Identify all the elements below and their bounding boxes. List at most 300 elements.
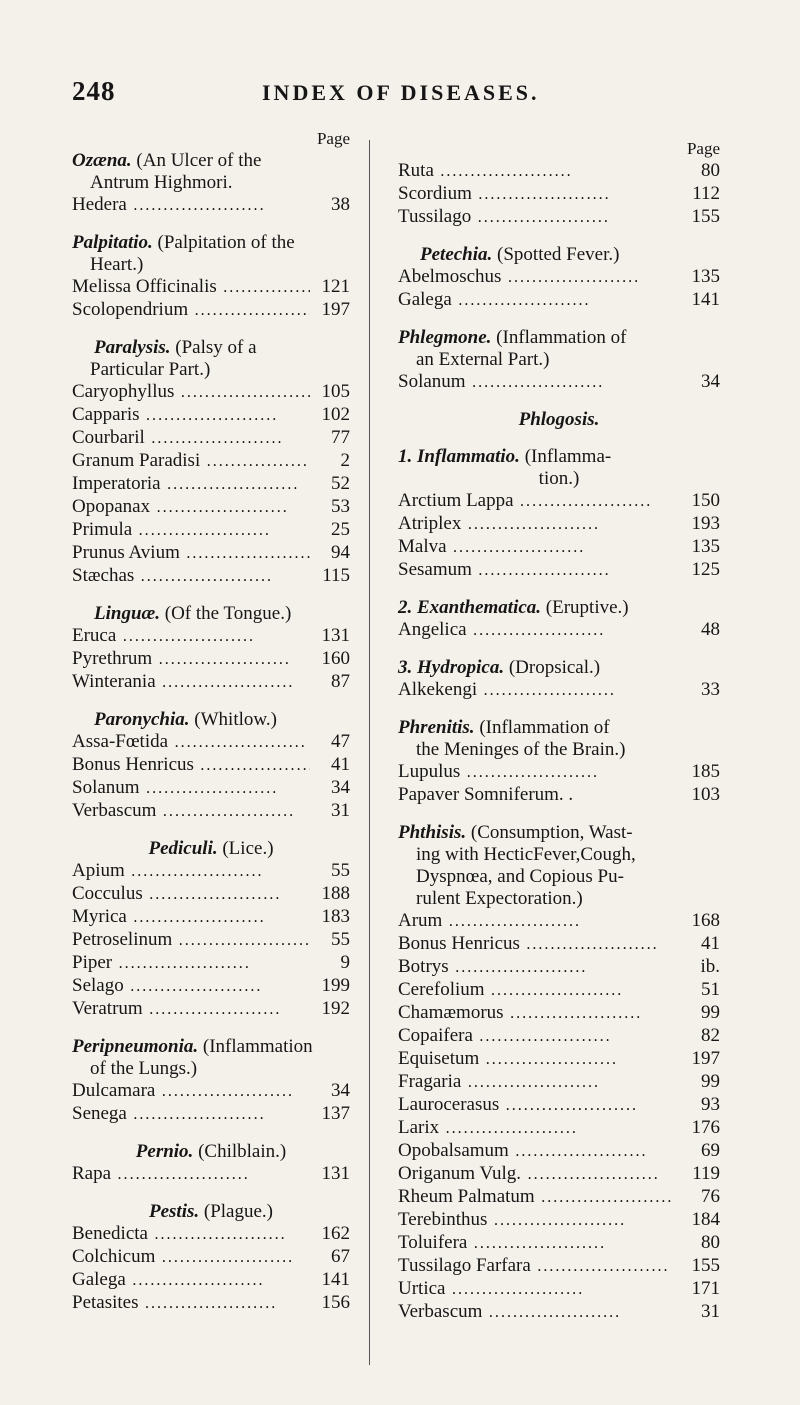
remedy-name: Toluifera — [398, 1232, 468, 1253]
remedy-name: Opobalsamum — [398, 1140, 509, 1161]
page-reference: 156 — [321, 1292, 350, 1313]
remedy-name: Fragaria — [398, 1071, 462, 1092]
disease-heading — [398, 409, 720, 431]
index-entry — [72, 1292, 350, 1315]
leader-dots — [145, 1293, 311, 1315]
disease-description: (Inflamma- — [524, 446, 612, 467]
disease-section — [72, 232, 350, 322]
disease-description: (Whitlow.) — [194, 709, 277, 730]
disease-description: (Palsy of a — [175, 337, 257, 358]
index-entry — [398, 1117, 720, 1140]
page-reference: 33 — [701, 679, 720, 700]
disease-name: 3. Hydropica. — [398, 657, 505, 678]
leader-dots — [161, 1247, 310, 1269]
disease-name: Phlogosis. — [518, 409, 600, 430]
remedy-name: Botrys — [398, 956, 449, 977]
disease-section — [72, 1141, 350, 1186]
disease-section — [398, 327, 720, 394]
column-divider — [369, 140, 370, 1365]
index-entry — [72, 883, 350, 906]
remedy-name: Copaifera — [398, 1025, 473, 1046]
page-reference: 121 — [321, 276, 350, 297]
index-entry — [398, 289, 720, 312]
leader-dots — [146, 778, 310, 800]
page-reference: 2 — [340, 450, 350, 471]
index-entry — [72, 860, 350, 883]
disease-name: Palpitatio. — [72, 232, 153, 253]
disease-description: (Plague.) — [203, 1201, 273, 1222]
page-reference: 162 — [321, 1223, 350, 1244]
index-entry — [72, 299, 350, 322]
index-entry — [72, 754, 350, 777]
leader-dots — [118, 953, 310, 975]
index-entry — [72, 998, 350, 1021]
remedy-name: Verbascum — [398, 1301, 483, 1322]
index-entry — [72, 1080, 350, 1103]
index-entry — [398, 1140, 720, 1163]
disease-description-continued: tion.) — [538, 468, 580, 489]
page-reference: 137 — [321, 1103, 350, 1124]
disease-description: (Inflammation — [202, 1036, 313, 1057]
remedy-name: Petroselinum — [72, 929, 173, 950]
disease-heading — [398, 657, 720, 679]
index-entry — [398, 1094, 720, 1117]
disease-heading — [398, 327, 720, 349]
index-entry — [398, 679, 720, 702]
remedy-name: Veratrum — [72, 998, 143, 1019]
leader-dots — [458, 290, 680, 312]
remedy-name: Selago — [72, 975, 124, 996]
page-reference: 141 — [691, 289, 720, 310]
disease-section — [398, 244, 720, 312]
index-entry — [72, 906, 350, 929]
leader-dots — [149, 999, 310, 1021]
leader-dots — [223, 277, 310, 299]
page-reference: 112 — [692, 183, 720, 204]
remedy-name: Verbascum — [72, 800, 157, 821]
remedy-name: Abelmoschus — [398, 266, 502, 287]
remedy-name: Dulcamara — [72, 1080, 156, 1101]
remedy-name: Laurocerasus — [398, 1094, 500, 1115]
index-entry — [398, 979, 720, 1002]
leader-dots — [541, 1187, 680, 1209]
remedy-name: Rapa — [72, 1163, 112, 1184]
page-reference: 125 — [691, 559, 720, 580]
remedy-name: Courbaril — [72, 427, 145, 448]
disease-section — [72, 1201, 350, 1315]
leader-dots — [138, 520, 310, 542]
remedy-name: Rheum Palmatum — [398, 1186, 535, 1207]
remedy-name: Cerefolium — [398, 979, 485, 1000]
leader-dots — [167, 474, 310, 496]
leader-dots — [154, 1224, 310, 1246]
page-reference: 67 — [331, 1246, 350, 1267]
remedy-name: Senega — [72, 1103, 127, 1124]
remedy-name: Apium — [72, 860, 125, 881]
disease-description-continued: Heart.) — [90, 254, 144, 275]
disease-heading — [72, 1036, 350, 1058]
page-reference: 31 — [701, 1301, 720, 1322]
index-entry — [72, 1246, 350, 1269]
leader-dots — [473, 1233, 680, 1255]
disease-heading — [398, 597, 720, 619]
remedy-name: Malva — [398, 536, 447, 557]
page-reference: 141 — [321, 1269, 350, 1290]
remedy-name: Papaver Somniferum. . — [398, 784, 574, 805]
page-reference: 135 — [691, 536, 720, 557]
page-reference: 38 — [331, 194, 350, 215]
disease-description: (Eruptive.) — [545, 597, 629, 618]
index-entry — [398, 761, 720, 784]
index-entry — [398, 266, 720, 289]
page-reference: 160 — [321, 648, 350, 669]
page-reference: 25 — [331, 519, 350, 540]
leader-dots — [520, 491, 680, 513]
page-reference: 188 — [321, 883, 350, 904]
index-entry — [398, 183, 720, 206]
leader-dots — [485, 1049, 680, 1071]
disease-heading — [72, 709, 350, 731]
disease-description-continued: Particular Part.) — [90, 359, 211, 380]
page-reference: 51 — [701, 979, 720, 1000]
leader-dots — [206, 451, 310, 473]
leader-dots — [180, 382, 310, 404]
index-entry — [398, 160, 720, 183]
leader-dots — [133, 907, 310, 929]
index-entry — [398, 1002, 720, 1025]
remedy-name: Piper — [72, 952, 113, 973]
page-reference: 168 — [691, 910, 720, 931]
disease-description: (Palpitation of the — [157, 232, 295, 253]
leader-dots — [448, 911, 680, 933]
disease-section — [398, 597, 720, 642]
remedy-name: Benedicta — [72, 1223, 148, 1244]
leader-dots — [440, 161, 680, 183]
remedy-name: Pyrethrum — [72, 648, 153, 669]
index-entry — [398, 619, 720, 642]
disease-description: (Lice.) — [222, 838, 274, 859]
disease-description-continued: rulent Expectoration.) — [416, 888, 583, 909]
index-entry — [72, 427, 350, 450]
disease-heading — [72, 1201, 350, 1223]
index-entry — [398, 490, 720, 513]
page-reference: 103 — [691, 784, 720, 805]
leader-dots — [133, 195, 310, 217]
index-entry — [398, 1025, 720, 1048]
index-entry — [398, 910, 720, 933]
index-entry — [72, 542, 350, 565]
remedy-name: Imperatoria — [72, 473, 161, 494]
leader-dots — [488, 1302, 680, 1324]
page-reference: 55 — [331, 929, 350, 950]
disease-description-continued: the Meninges of the Brain.) — [416, 739, 626, 760]
index-entry — [72, 276, 350, 299]
index-entry — [72, 929, 350, 952]
remedy-name: Arum — [398, 910, 443, 931]
leader-dots — [537, 1256, 680, 1278]
leader-dots — [161, 1081, 310, 1103]
page-reference: 55 — [331, 860, 350, 881]
leader-dots — [478, 560, 680, 582]
continued-entries — [398, 160, 720, 229]
index-entry — [398, 1301, 720, 1324]
index-entry — [398, 1209, 720, 1232]
disease-name: Petechia. — [420, 244, 493, 265]
leader-dots — [505, 1095, 680, 1117]
index-entry — [398, 1071, 720, 1094]
leader-dots — [455, 957, 680, 979]
page-reference: 131 — [321, 625, 350, 646]
index-entry — [398, 371, 720, 394]
leader-dots — [194, 300, 310, 322]
remedy-name: Chamæmorus — [398, 1002, 504, 1023]
remedy-name: Bonus Henricus — [398, 933, 520, 954]
index-entry — [398, 933, 720, 956]
index-entry — [398, 559, 720, 582]
remedy-name: Bonus Henricus — [72, 754, 194, 775]
leader-dots — [467, 514, 680, 536]
page-reference: 41 — [701, 933, 720, 954]
leader-dots — [479, 1026, 680, 1048]
page-reference: 53 — [331, 496, 350, 517]
disease-heading — [72, 232, 350, 254]
remedy-name: Prunus Avium — [72, 542, 180, 563]
disease-heading — [72, 337, 350, 359]
index-entry — [72, 975, 350, 998]
page-reference: 47 — [331, 731, 350, 752]
index-entry — [72, 1223, 350, 1246]
index-entry — [72, 404, 350, 427]
disease-name: Paralysis. — [94, 337, 171, 358]
disease-heading — [398, 822, 720, 844]
page-reference: ib. — [700, 956, 720, 977]
remedy-name: Terebinthus — [398, 1209, 488, 1230]
disease-section — [72, 150, 350, 217]
remedy-name: Tussilago — [398, 206, 472, 227]
page-reference: 99 — [701, 1002, 720, 1023]
remedy-name: Lupulus — [398, 761, 461, 782]
remedy-name: Alkekengi — [398, 679, 478, 700]
disease-name: 2. Exanthematica. — [398, 597, 542, 618]
remedy-name: Angelica — [398, 619, 467, 640]
page-reference: 155 — [691, 206, 720, 227]
disease-heading — [398, 446, 720, 468]
remedy-name: Granum Paradisi — [72, 450, 201, 471]
page-reference: 199 — [321, 975, 350, 996]
disease-description: (Spotted Fever.) — [497, 244, 620, 265]
leader-dots — [445, 1118, 680, 1140]
disease-section — [398, 446, 720, 582]
page-header — [0, 76, 800, 116]
leader-dots — [477, 207, 680, 229]
index-entry — [72, 565, 350, 588]
page-reference: 93 — [701, 1094, 720, 1115]
disease-section — [72, 838, 350, 1021]
disease-description: (Inflammation of — [496, 327, 627, 348]
leader-dots — [186, 543, 310, 565]
page-reference: 34 — [701, 371, 720, 392]
left-column — [72, 128, 350, 1330]
remedy-name: Melissa Officinalis — [72, 276, 217, 297]
index-entry — [72, 625, 350, 648]
disease-section — [72, 709, 350, 823]
disease-section — [398, 657, 720, 702]
remedy-name: Winterania — [72, 671, 156, 692]
disease-section — [72, 1036, 350, 1126]
disease-heading — [398, 244, 720, 266]
leader-dots — [140, 566, 310, 588]
disease-name: Ozæna. — [72, 150, 132, 171]
remedy-name: Tussilago Farfara — [398, 1255, 531, 1276]
leader-dots — [149, 884, 310, 906]
disease-description-continued: an External Part.) — [416, 349, 550, 370]
page-reference: 119 — [692, 1163, 720, 1184]
disease-section — [72, 603, 350, 694]
remedy-name: Cocculus — [72, 883, 143, 904]
disease-heading — [72, 1141, 350, 1163]
page-reference: 105 — [321, 381, 350, 402]
index-entry — [72, 952, 350, 975]
leader-dots — [527, 1164, 680, 1186]
remedy-name: Ruta — [398, 160, 434, 181]
disease-name: Peripneumonia. — [72, 1036, 199, 1057]
remedy-name: Origanum Vulg. — [398, 1163, 522, 1184]
index-entry — [72, 1269, 350, 1292]
remedy-name: Solanum — [398, 371, 466, 392]
disease-section — [398, 409, 720, 431]
leader-dots — [453, 537, 680, 559]
leader-dots — [483, 680, 680, 702]
disease-name: Phthisis. — [398, 822, 467, 843]
page-reference: 193 — [691, 513, 720, 534]
remedy-name: Capparis — [72, 404, 140, 425]
index-entry — [398, 1048, 720, 1071]
page-reference: 135 — [691, 266, 720, 287]
page-reference: 80 — [701, 1232, 720, 1253]
right-column — [398, 138, 720, 1339]
page-reference: 69 — [701, 1140, 720, 1161]
disease-name: Pernio. — [135, 1141, 194, 1162]
page-reference: 192 — [321, 998, 350, 1019]
disease-section — [72, 337, 350, 588]
disease-heading — [398, 717, 720, 739]
right-page-label: Page — [686, 139, 720, 158]
page-reference: 82 — [701, 1025, 720, 1046]
page-reference: 131 — [321, 1163, 350, 1184]
index-entry — [72, 194, 350, 217]
disease-name: Pestis. — [148, 1201, 200, 1222]
leader-dots — [158, 649, 310, 671]
page-reference: 77 — [331, 427, 350, 448]
remedy-name: Galega — [72, 1269, 126, 1290]
page-reference: 87 — [331, 671, 350, 692]
page-reference: 184 — [691, 1209, 720, 1230]
page-reference: 176 — [691, 1117, 720, 1138]
page-reference: 9 — [340, 952, 350, 973]
leader-dots — [200, 755, 310, 777]
remedy-name: Arctium Lappa — [398, 490, 514, 511]
remedy-name: Primula — [72, 519, 133, 540]
page-reference: 34 — [331, 777, 350, 798]
leader-dots — [131, 861, 310, 883]
page-reference: 150 — [691, 490, 720, 511]
leader-dots — [526, 934, 680, 956]
leader-dots — [130, 976, 310, 998]
remedy-name: Assa-Fœtida — [72, 731, 169, 752]
remedy-name: Scordium — [398, 183, 472, 204]
page-reference: 115 — [322, 565, 350, 586]
page-reference: 183 — [321, 906, 350, 927]
page-number: 248 — [72, 76, 116, 106]
index-entry — [72, 450, 350, 473]
index-entry — [398, 536, 720, 559]
disease-name: Linguæ. — [94, 603, 160, 624]
disease-description: (Of the Tongue.) — [164, 603, 292, 624]
disease-name: 1. Inflammatio. — [398, 446, 520, 467]
page-reference: 197 — [691, 1048, 720, 1069]
remedy-name: Solanum — [72, 777, 140, 798]
remedy-name: Myrica — [72, 906, 127, 927]
page-reference: 76 — [701, 1186, 720, 1207]
index-entry — [398, 1232, 720, 1255]
leader-dots — [122, 626, 310, 648]
index-entry — [398, 956, 720, 979]
leader-dots — [466, 762, 680, 784]
leader-dots — [510, 1003, 680, 1025]
leader-dots — [117, 1164, 310, 1186]
index-entry — [72, 671, 350, 694]
leader-dots — [174, 732, 310, 754]
remedy-name: Galega — [398, 289, 452, 310]
index-entry — [72, 473, 350, 496]
index-entry — [72, 800, 350, 823]
remedy-name: Caryophyllus — [72, 381, 175, 402]
leader-dots — [151, 428, 310, 450]
index-entry — [398, 206, 720, 229]
index-entry — [398, 1278, 720, 1301]
disease-description: (Chilblain.) — [198, 1141, 287, 1162]
index-entry — [398, 784, 720, 807]
index-entry — [398, 513, 720, 536]
leader-dots — [162, 672, 310, 694]
index-entry — [72, 1163, 350, 1186]
disease-description: (An Ulcer of the — [136, 150, 262, 171]
disease-section — [398, 822, 720, 1324]
leader-dots — [162, 801, 310, 823]
remedy-name: Colchicum — [72, 1246, 156, 1267]
page-reference: 185 — [691, 761, 720, 782]
leader-dots — [515, 1141, 680, 1163]
remedy-name: Scolopendrium — [72, 299, 189, 320]
page-reference: 52 — [331, 473, 350, 494]
leader-dots — [493, 1210, 680, 1232]
disease-heading — [72, 150, 350, 172]
left-page-label: Page — [316, 129, 350, 148]
page-reference: 171 — [691, 1278, 720, 1299]
leader-dots — [451, 1279, 680, 1301]
index-entry — [72, 381, 350, 404]
disease-description-continued: of the Lungs.) — [90, 1058, 198, 1079]
index-entry — [72, 777, 350, 800]
disease-description-continued: Antrum Highmori. — [90, 172, 233, 193]
leader-dots — [478, 184, 680, 206]
page-reference: 94 — [331, 542, 350, 563]
leader-dots — [507, 267, 680, 289]
disease-description-continued: Dyspnœa, and Copious Pu- — [416, 866, 624, 887]
disease-heading — [72, 603, 350, 625]
disease-description-continued: ing with HecticFever,Cough, — [416, 844, 636, 865]
remedy-name: Equisetum — [398, 1048, 480, 1069]
